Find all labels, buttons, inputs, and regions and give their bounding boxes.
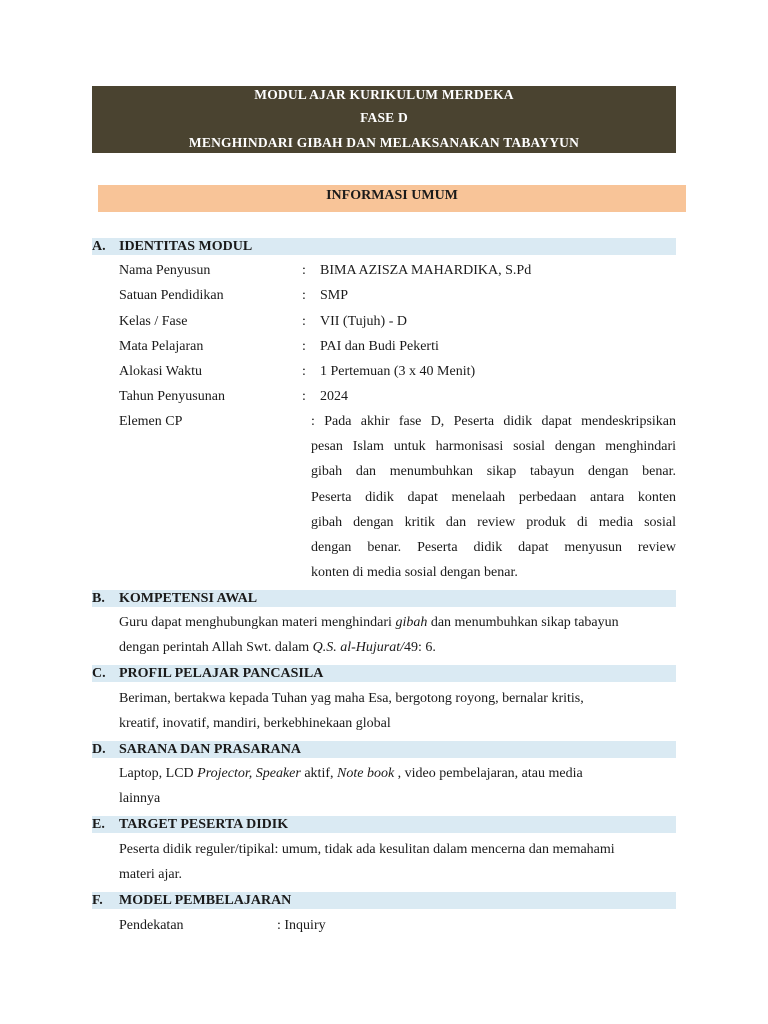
elemen-cp-line: Peserta didik dapat menelaah perbedaan antara konten [311,489,676,505]
section-c-text [119,686,679,736]
section-e-header [92,816,676,833]
section-d-line-2: lainnya [119,791,161,807]
identity-key: Kelas / Fase [119,314,188,329]
section-f-letter: F. [92,893,103,908]
document-title-block [92,86,676,153]
italic-term: Note book [337,766,395,781]
identity-key: Alokasi Waktu [119,364,202,379]
section-c-header [92,665,676,682]
section-e-letter: E. [92,817,105,832]
section-f-label: MODEL PEMBELAJARAN [119,893,292,908]
section-e-line-2: materi ajar. [119,867,182,883]
text-segment: , video pembelajaran, atau media [394,766,583,781]
section-b-text [119,610,679,660]
section-d-letter: D. [92,742,106,757]
elemen-cp-key: Elemen CP [119,414,183,429]
section-f-header [92,892,676,909]
section-c-letter: C. [92,666,106,681]
identity-value: 2024 [320,389,348,404]
identity-value: SMP [320,288,349,303]
elemen-cp-line: pesan Islam untuk harmonisasi sosial dengan menghindari [311,439,676,455]
italic-term: gibah [395,615,428,630]
identity-colon: : [302,364,306,379]
section-a-header [92,238,676,255]
identity-colon: : [302,314,306,329]
section-c-line-2: kreatif, inovatif, mandiri, berkebhinekaan global [119,716,391,732]
italic-reference: Q.S. al-Hujurat/ [312,640,405,656]
section-b-label: KOMPETENSI AWAL [119,591,258,606]
section-a-label: IDENTITAS MODUL [119,239,253,254]
pendekatan-value: : Inquiry [277,918,326,933]
identity-colon: : [302,389,306,404]
section-b-letter: B. [92,591,105,606]
identity-value: BIMA AZISZA MAHARDIKA, S.Pd [320,263,532,278]
elemen-cp-paragraph [311,409,676,585]
section-d-label: SARANA DAN PRASARANA [119,742,302,757]
italic-term: Projector, Speaker [197,766,301,781]
elemen-cp-line: gibah dengan kritik dan review produk di media sosial [311,514,676,530]
identity-key: Mata Pelajaran [119,339,204,354]
section-d-text [119,761,679,811]
identity-colon: : [302,288,306,303]
identity-value: VII (Tujuh) - D [320,314,407,329]
pendekatan-key: Pendekatan [119,918,184,933]
identity-key: Tahun Penyusunan [119,389,225,404]
elemen-cp-line: dengan benar. Peserta didik dapat menyusun review [311,540,676,556]
identity-colon: : [302,339,306,354]
text-segment: Guru dapat menghubungkan materi menghindari [119,615,396,630]
text-segment: dengan perintah Allah Swt. dalam [119,640,313,656]
section-b-line-2 [119,635,679,660]
elemen-cp-line: gibah dan menumbuhkan sikap tabayun dengan benar. [311,464,676,480]
section-c-line-1: Beriman, bertakwa kepada Tuhan yag maha Esa, bergotong royong, bernalar kritis, [119,691,584,706]
identity-colon: : [302,263,306,278]
section-d-header [92,741,676,758]
elemen-cp-line: konten di media sosial dengan benar. [311,565,518,581]
section-b-header [92,590,676,607]
elemen-cp-line: : Pada akhir fase D, Peserta didik dapat mendeskripsikan [311,414,676,429]
identity-key: Nama Penyusun [119,263,211,278]
section-a-letter: A. [92,239,106,254]
title-line-3: MENGHINDARI GIBAH DAN MELAKSANAKAN TABAYYUN [188,135,580,150]
text-segment: 49: 6. [404,640,436,656]
text-segment: dan menumbuhkan sikap tabayun [427,615,619,630]
title-line-1: MODUL AJAR KURIKULUM MERDEKA [254,87,514,102]
section-e-line-1: Peserta didik reguler/tipikal: umum, tidak ada kesulitan dalam mencerna dan memahami [119,842,615,857]
section-b-line-1 [119,610,679,635]
section-c-label: PROFIL PELAJAR PANCASILA [119,666,324,681]
informasi-umum-banner: INFORMASI UMUM [98,185,686,212]
section-d-line-1 [119,761,679,786]
text-segment: Laptop, LCD [119,766,198,781]
identity-value: PAI dan Budi Pekerti [320,339,439,354]
section-e-text [119,837,679,887]
section-e-label: TARGET PESERTA DIDIK [119,817,289,832]
title-line-2: FASE D [360,110,408,125]
identity-key: Satuan Pendidikan [119,288,224,303]
identity-value: 1 Pertemuan (3 x 40 Menit) [320,364,476,379]
text-segment: aktif, [300,766,337,781]
